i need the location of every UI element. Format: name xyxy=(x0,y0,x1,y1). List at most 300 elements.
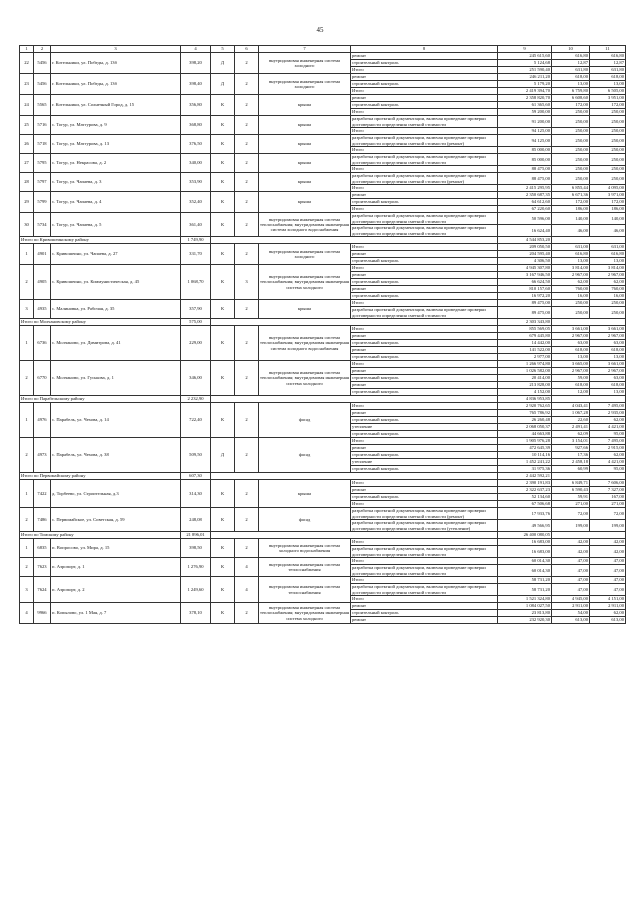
district-total-label: Итого по Кривошеинскому району xyxy=(20,237,181,244)
house-id: 4901 xyxy=(34,244,51,265)
work-type: строительный контроль xyxy=(351,452,498,459)
work-cost: 60 014,30 xyxy=(498,565,552,577)
wall-material: К xyxy=(211,539,235,558)
work-cost: 67 506,68 xyxy=(498,501,552,508)
work-type: Итого xyxy=(351,88,498,95)
work-cost: 765 786,92 xyxy=(498,410,552,417)
work-cost: 3 167 946,50 xyxy=(498,272,552,279)
column-number: 2 xyxy=(34,46,51,53)
repair-element: внутридомовая инженерная система теплоснабжения; внутридомовая инженерная система холодного водоснабжения xyxy=(259,326,351,361)
district-total-area: 1 749,90 xyxy=(181,237,211,244)
house-address: с. Парабель, ул. Чехова, д. 14 xyxy=(51,403,181,438)
house-id: 7624 xyxy=(34,577,51,603)
unit-cost: 12,00 xyxy=(552,389,590,396)
unit-cost: 618,00 xyxy=(552,382,590,389)
work-cost: 2 419 394,70 xyxy=(498,88,552,95)
work-type: строительный контроль xyxy=(351,60,498,67)
work-type: Итого xyxy=(351,361,498,368)
work-cost: 66 624,50 xyxy=(498,279,552,286)
unit-cost: 17,36 xyxy=(552,452,590,459)
unit-cost: 6 590,43 xyxy=(552,487,590,494)
wall-material: К xyxy=(211,603,235,624)
row-number: 2 xyxy=(20,508,34,532)
unit-cost: 2 967,00 xyxy=(552,272,590,279)
unit-cost: 250,00 xyxy=(552,300,590,307)
work-cost: 59 200,00 xyxy=(498,109,552,116)
floor-count: 2 xyxy=(235,154,259,173)
unit-cost: 3 661,00 xyxy=(552,326,590,333)
unit-cost: 6 759,80 xyxy=(552,88,590,95)
table-body xyxy=(20,46,626,624)
unit-cost: 250,00 xyxy=(552,109,590,116)
house-id: 7623 xyxy=(34,558,51,577)
unit-cost: 59,91 xyxy=(552,494,590,501)
table-row xyxy=(20,213,626,225)
work-type: Итого xyxy=(351,480,498,487)
row-number: 26 xyxy=(20,135,34,154)
work-cost: 17 933,76 xyxy=(498,508,552,520)
table-row xyxy=(20,265,626,272)
unit-cost: 250,00 xyxy=(552,166,590,173)
limit-cost: 95,00 xyxy=(590,431,626,438)
wall-material: К xyxy=(211,577,235,603)
unit-cost: 62,00 xyxy=(552,279,590,286)
work-cost: 26 260,48 xyxy=(498,417,552,424)
work-cost: 1 266 974,80 xyxy=(498,361,552,368)
repair-element: крыша xyxy=(259,135,351,154)
unit-cost: 186,00 xyxy=(552,206,590,213)
work-cost: 89 475,00 xyxy=(498,307,552,319)
work-cost: 16 683,00 xyxy=(498,546,552,558)
house-address: п. Аэропорт, д. 1 xyxy=(51,558,181,577)
empty-cell xyxy=(552,396,626,403)
work-cost: 52 134,60 xyxy=(498,494,552,501)
work-cost: 23 813,80 xyxy=(498,610,552,617)
work-type: Итого xyxy=(351,438,498,445)
work-cost: 16 972,20 xyxy=(498,293,552,300)
wall-material: К xyxy=(211,95,235,116)
wall-material: К xyxy=(211,300,235,319)
house-area: 509,50 xyxy=(181,438,211,473)
house-area: 229,00 xyxy=(181,326,211,361)
unit-cost: 250,00 xyxy=(552,307,590,319)
work-cost: 4 306,50 xyxy=(498,258,552,265)
work-type: Итого xyxy=(351,596,498,603)
district-total-area: 21 896,01 xyxy=(181,532,211,539)
limit-cost: 613,00 xyxy=(590,617,626,624)
table-row xyxy=(20,480,626,487)
work-cost: 204 595,40 xyxy=(498,251,552,258)
work-cost: 1 521 324,80 xyxy=(498,596,552,603)
floor-count: 2 xyxy=(235,326,259,361)
house-address: с. Малиновка, ул. Рабочая, д. 35 xyxy=(51,300,181,319)
table-row xyxy=(20,192,626,199)
unit-cost: 3 665,00 xyxy=(552,361,590,368)
table-row xyxy=(20,508,626,520)
unit-cost: 42,00 xyxy=(552,539,590,546)
table-row xyxy=(20,326,626,333)
work-type: строительный контроль xyxy=(351,340,498,347)
work-cost: 4 945 307,80 xyxy=(498,265,552,272)
work-cost: 472 645,39 xyxy=(498,445,552,452)
limit-cost: 62,00 xyxy=(590,279,626,286)
work-cost: 1 084 027,50 xyxy=(498,603,552,610)
limit-cost: 13,00 xyxy=(590,81,626,88)
house-area: 353,90 xyxy=(181,173,211,192)
column-number: 7 xyxy=(259,46,351,53)
row-number: 1 xyxy=(20,539,34,558)
empty-cell xyxy=(552,319,626,326)
unit-cost: 47,00 xyxy=(552,577,590,584)
unit-cost: 2 967,00 xyxy=(552,333,590,340)
row-number: 3 xyxy=(20,577,34,603)
work-cost: 60 014,30 xyxy=(498,558,552,565)
unit-cost: 13,00 xyxy=(552,354,590,361)
unit-cost: 72,00 xyxy=(552,508,590,520)
limit-cost: 250,00 xyxy=(590,166,626,173)
house-id: 5565 xyxy=(34,95,51,116)
wall-material: Д xyxy=(211,74,235,95)
row-number: 1 xyxy=(20,403,34,438)
house-id: 4935 xyxy=(34,300,51,319)
empty-cell xyxy=(211,319,498,326)
table-row xyxy=(20,95,626,102)
unit-cost: 6 671,36 xyxy=(552,192,590,199)
work-cost: 67 220,60 xyxy=(498,206,552,213)
house-id: 4973 xyxy=(34,438,51,473)
empty-cell xyxy=(211,237,498,244)
house-id: 4976 xyxy=(34,403,51,438)
wall-material: К xyxy=(211,154,235,173)
table-row xyxy=(20,74,626,81)
limit-cost: 618,00 xyxy=(590,74,626,81)
limit-cost: 172,00 xyxy=(590,199,626,206)
table-row xyxy=(20,577,626,584)
unit-cost: 250,00 xyxy=(552,154,590,166)
limit-cost: 140,00 xyxy=(590,213,626,225)
work-cost: 61 365,60 xyxy=(498,102,552,109)
work-cost: 1 905 976,28 xyxy=(498,438,552,445)
work-cost: 855 569,05 xyxy=(498,326,552,333)
house-id: 6770 xyxy=(34,361,51,396)
table-row xyxy=(20,300,626,307)
work-cost: 94 125,00 xyxy=(498,135,552,147)
limit-cost: 616,80 xyxy=(590,251,626,258)
work-type: разработка проектной документации, включая проведение проверки достоверности определения сметной стоимости xyxy=(351,546,498,558)
limit-cost: 7 495,00 xyxy=(590,438,626,445)
work-cost: 64 612,60 xyxy=(498,199,552,206)
unit-cost: 172,00 xyxy=(552,199,590,206)
work-type: Итого xyxy=(351,147,498,154)
unit-cost: 47,00 xyxy=(552,558,590,565)
wall-material: К xyxy=(211,558,235,577)
repair-element: внутридомовая инженерная система теплоснабжения; внутридомовая инженерная система холодного xyxy=(259,361,351,396)
repair-element: внутридомовая инженерная система холодного xyxy=(259,53,351,74)
work-cost: 16 624,40 xyxy=(498,225,552,237)
column-number: 9 xyxy=(498,46,552,53)
table-row xyxy=(20,173,626,185)
work-type: строительный контроль xyxy=(351,494,498,501)
unit-cost: 250,00 xyxy=(552,147,590,154)
house-area: 352,40 xyxy=(181,192,211,213)
limit-cost: 618,00 xyxy=(590,382,626,389)
work-cost: 16 683,00 xyxy=(498,539,552,546)
district-total-row xyxy=(20,319,626,326)
unit-cost: 2 967,00 xyxy=(552,368,590,375)
district-total-cost: 2 303 343,80 xyxy=(498,319,552,326)
unit-cost: 250,00 xyxy=(552,135,590,147)
house-id: 5797 xyxy=(34,173,51,192)
house-area: 1 276,90 xyxy=(181,558,211,577)
column-number: 10 xyxy=(552,46,590,53)
unit-cost: 140,00 xyxy=(552,213,590,225)
floor-count: 2 xyxy=(235,74,259,95)
unit-cost: 616,80 xyxy=(552,251,590,258)
house-id: 5716 xyxy=(34,116,51,135)
repair-element: внутридомовая инженерная система холодного xyxy=(259,74,351,95)
work-type: разработка проектной документации, включая проведение проверки достоверности определения сметной стоимости (утепление) xyxy=(351,520,498,532)
repair-element: фасад xyxy=(259,508,351,532)
limit-cost: 3 661,00 xyxy=(590,361,626,368)
work-type: Итого xyxy=(351,265,498,272)
house-id: 6835 xyxy=(34,539,51,558)
house-area: 346,00 xyxy=(181,361,211,396)
repair-element: внутридомовая инженерная система холодного xyxy=(259,244,351,265)
work-type: Итого xyxy=(351,539,498,546)
unit-cost: 6 608,60 xyxy=(552,95,590,102)
house-area: 722,40 xyxy=(181,403,211,438)
district-total-cost: 26 400 080,05 xyxy=(498,532,552,539)
house-address: д. Торбеево, ул. Строительная, д.3 xyxy=(51,480,181,508)
unit-cost: 12,87 xyxy=(552,60,590,67)
work-cost: 2 390 191,83 xyxy=(498,480,552,487)
limit-cost: 63,00 xyxy=(590,340,626,347)
house-area: 356,80 xyxy=(181,95,211,116)
work-type: Итого xyxy=(351,577,498,584)
limit-cost: 62,00 xyxy=(590,452,626,459)
district-total-row xyxy=(20,396,626,403)
house-id: 5456 xyxy=(34,74,51,95)
work-type: строительный контроль xyxy=(351,102,498,109)
work-cost: 679 445,80 xyxy=(498,333,552,340)
repair-element: внутридомовая инженерная система теплоснабжения xyxy=(259,577,351,603)
repair-element: крыша xyxy=(259,116,351,135)
district-total-row xyxy=(20,532,626,539)
table-row xyxy=(20,361,626,368)
repair-element: крыша xyxy=(259,480,351,508)
floor-count: 2 xyxy=(235,539,259,558)
work-cost: 14 442,00 xyxy=(498,340,552,347)
row-number: 24 xyxy=(20,95,34,116)
column-number: 1 xyxy=(20,46,34,53)
limit-cost: 271,00 xyxy=(590,501,626,508)
floor-count: 2 xyxy=(235,173,259,192)
row-number: 4 xyxy=(20,603,34,624)
wall-material: Д xyxy=(211,53,235,74)
limit-cost: 7 495,00 xyxy=(590,403,626,410)
wall-material: К xyxy=(211,244,235,265)
repair-element: внутридомовая инженерная система холодного водоснабжения xyxy=(259,539,351,558)
unit-cost: 54,00 xyxy=(552,610,590,617)
work-type: ремонт xyxy=(351,603,498,610)
table-row xyxy=(20,135,626,147)
limit-cost: 4 095,00 xyxy=(590,185,626,192)
unit-cost: 616,80 xyxy=(552,53,590,60)
work-cost: 31 975,36 xyxy=(498,466,552,473)
work-type: Итого xyxy=(351,558,498,565)
limit-cost: 46,00 xyxy=(590,225,626,237)
table-row xyxy=(20,558,626,565)
unit-cost: 47,00 xyxy=(552,584,590,596)
district-total-area: 607,30 xyxy=(181,473,211,480)
limit-cost: 47,00 xyxy=(590,558,626,565)
row-number: 30 xyxy=(20,213,34,237)
district-total-label: Итого по Томскому району xyxy=(20,532,181,539)
work-cost: 85 000,00 xyxy=(498,147,552,154)
limit-cost: 250,00 xyxy=(590,173,626,185)
wall-material: К xyxy=(211,361,235,396)
limit-cost: 13,00 xyxy=(590,354,626,361)
work-cost: 49 566,95 xyxy=(498,520,552,532)
unit-cost: 613,00 xyxy=(552,617,590,624)
house-id: 7422 xyxy=(34,480,51,508)
work-cost: 810 157,60 xyxy=(498,286,552,293)
work-type: Итого xyxy=(351,128,498,135)
work-cost: 88 475,00 xyxy=(498,173,552,185)
limit-cost: 13,00 xyxy=(590,258,626,265)
page-number: 45 xyxy=(316,26,324,34)
district-total-area: 2 232,90 xyxy=(181,396,211,403)
floor-count: 2 xyxy=(235,361,259,396)
house-area: 331,70 xyxy=(181,244,211,265)
work-type: ремонт xyxy=(351,53,498,60)
table-row xyxy=(20,539,626,546)
work-type: разработка проектной документации, включая проведение проверки достоверности определения сметной стоимости (ремонт) xyxy=(351,508,498,520)
limit-cost: 2 915,00 xyxy=(590,445,626,452)
work-type: строительный контроль xyxy=(351,431,498,438)
work-type: ремонт xyxy=(351,95,498,102)
column-number: 4 xyxy=(181,46,211,53)
house-id: 5799 xyxy=(34,192,51,213)
work-cost: 10 114,16 xyxy=(498,452,552,459)
work-type: Итого xyxy=(351,326,498,333)
limit-cost: 4 421,00 xyxy=(590,424,626,431)
limit-cost: 250,00 xyxy=(590,147,626,154)
unit-cost: 6 855,44 xyxy=(552,185,590,192)
work-cost: 20 414,00 xyxy=(498,375,552,382)
work-type: строительный контроль xyxy=(351,610,498,617)
wall-material: К xyxy=(211,135,235,154)
unit-cost: 16,00 xyxy=(552,293,590,300)
unit-cost: 2 911,00 xyxy=(552,603,590,610)
limit-cost: 2 935,00 xyxy=(590,410,626,417)
empty-cell xyxy=(552,473,626,480)
work-cost: 213 828,00 xyxy=(498,382,552,389)
repair-element: внутридомовая инженерная система теплоснабжения xyxy=(259,558,351,577)
work-type: ремонт xyxy=(351,617,498,624)
work-cost: 2 358 820,70 xyxy=(498,95,552,102)
work-cost: 232 920,30 xyxy=(498,617,552,624)
limit-cost: 6 505,00 xyxy=(590,88,626,95)
unit-cost: 199,00 xyxy=(552,520,590,532)
house-address: с. Тогур, ул. Чапаева, д. 3 xyxy=(51,173,181,192)
work-type: разработка проектной документации, включая проведение проверки достоверности определения сметной стоимости (ремонт) xyxy=(351,135,498,147)
empty-cell xyxy=(211,473,498,480)
house-area: 361,40 xyxy=(181,213,211,237)
repair-element: фасад xyxy=(259,438,351,473)
work-type: ремонт xyxy=(351,347,498,354)
work-type: Итого xyxy=(351,185,498,192)
work-type: ремонт xyxy=(351,74,498,81)
work-type: разработка проектной документации, включая проведение проверки достоверности определения сметной стоимости xyxy=(351,116,498,128)
floor-count: 2 xyxy=(235,116,259,135)
house-id: 4905 xyxy=(34,265,51,300)
work-cost: 209 050,50 xyxy=(498,244,552,251)
limit-cost: 7 327,00 xyxy=(590,487,626,494)
wall-material: Д xyxy=(211,438,235,473)
unit-cost: 250,00 xyxy=(552,173,590,185)
table-row xyxy=(20,244,626,251)
house-area: 378,10 xyxy=(181,603,211,624)
work-cost: 5 179,20 xyxy=(498,81,552,88)
work-cost: 44 663,88 xyxy=(498,431,552,438)
house-address: г. Котельники, ул. Солнечный Город, д. 15 xyxy=(51,95,181,116)
work-type: Итого xyxy=(351,244,498,251)
table-row xyxy=(20,603,626,610)
house-area: 398,40 xyxy=(181,74,211,95)
work-type: строительный контроль xyxy=(351,466,498,473)
house-address: п. Аэропорт, д. 2 xyxy=(51,577,181,603)
wall-material: К xyxy=(211,192,235,213)
limit-cost: 72,00 xyxy=(590,508,626,520)
row-number: 3 xyxy=(20,300,34,319)
unit-cost: 63,00 xyxy=(552,340,590,347)
work-type: утепление xyxy=(351,424,498,431)
row-number: 27 xyxy=(20,154,34,173)
limit-cost: 47,00 xyxy=(590,577,626,584)
wall-material: К xyxy=(211,480,235,508)
limit-cost: 250,00 xyxy=(590,307,626,319)
work-type: утепление xyxy=(351,459,498,466)
work-type: ремонт xyxy=(351,272,498,279)
limit-cost: 13,00 xyxy=(590,389,626,396)
work-type: ремонт xyxy=(351,286,498,293)
house-id: 5718 xyxy=(34,135,51,154)
work-type: строительный контроль xyxy=(351,258,498,265)
unit-cost: 618,00 xyxy=(552,74,590,81)
house-address: с. Молчаново, ул. Димитрова, д. 41 xyxy=(51,326,181,361)
limit-cost: 3 661,00 xyxy=(590,326,626,333)
limit-cost: 167,00 xyxy=(590,494,626,501)
repair-element: фасад xyxy=(259,403,351,438)
work-cost: 4 152,00 xyxy=(498,389,552,396)
table-row xyxy=(20,403,626,410)
work-type: разработка проектной документации, включая проведение проверки достоверности определения сметной стоимости xyxy=(351,584,498,596)
limit-cost: 3 951,00 xyxy=(590,95,626,102)
work-cost: 5 124,68 xyxy=(498,60,552,67)
work-type: строительный контроль xyxy=(351,293,498,300)
house-area: 398,50 xyxy=(181,539,211,558)
work-cost: 141 522,00 xyxy=(498,347,552,354)
limit-cost: 250,00 xyxy=(590,300,626,307)
repair-element: крыша xyxy=(259,154,351,173)
repair-element: внутридомовая инженерная система теплоснабжения; внутридомовая инженерная система холодного xyxy=(259,603,351,624)
row-number: 2 xyxy=(20,265,34,300)
wall-material: К xyxy=(211,326,235,361)
floor-count: 2 xyxy=(235,192,259,213)
unit-cost: 59,00 xyxy=(552,375,590,382)
limit-cost: 4 421,00 xyxy=(590,459,626,466)
